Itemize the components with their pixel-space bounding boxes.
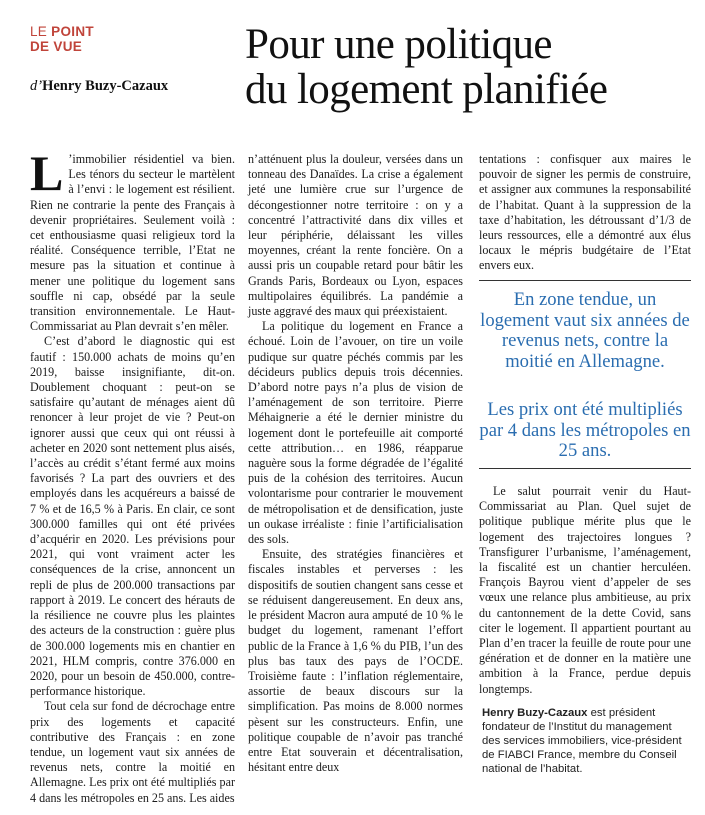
- kicker-point: POINT: [51, 24, 94, 39]
- author-name: Henry Buzy-Cazaux: [42, 78, 169, 94]
- pullquote-1: En zone tendue, un logement vaut six années de revenus nets, contre la moitié en Allemagne.: [480, 289, 690, 372]
- pullquote-rule-bottom: [479, 468, 691, 469]
- headline-line-1: Pour une politique: [245, 21, 552, 68]
- col3-paragraph-2: Le salut pourrait venir du Haut-Commissariat au Plan. Quel sujet de politique publique mérite plus que le logement des trajectoires longues ? Transfigurer l’urbanisme, l’aménagement, la fiscalité est un chantier herculéen. François Bayrou vient d’appeler de ses vœux une relance plus ambitieuse, au prix du cantonnement de la dette Covid, sans citer le logement. Il appartient pourtant au Plan d’en tracer la feuille de route pour une génération et de donner en la matière une ambition à la France, perdue depuis longtemps.: [479, 484, 691, 696]
- col1-paragraph-3: Tout cela sur fond de décrochage entre prix des logements et capacité contributive des Français : en zone tendue, un logement vaut six années de revenus nets, contre la moitié en Allemagne. Les prix ont été multipliés par 4 dans les métropoles en 25 ans. Les aides: [30, 699, 235, 805]
- col3-paragraph-1: tentations : confisquer aux maires le pouvoir de signer les permis de construire, et assigner aux communes la responsabilité de l’habitat. Quant à la suppression de la taxe d’habitation, les détroussant d’1/3 de leurs ressources, elle a démontré aux élus locaux le mépris budgétaire de l’Etat envers eux.: [479, 152, 691, 273]
- author-byline: [30, 78, 168, 95]
- column-1: [30, 145, 235, 806]
- pullquote-rule-top: [479, 280, 691, 281]
- rubric-kicker: [30, 24, 94, 54]
- col1-paragraph-2: C’est d’abord le diagnostic qui est fautif : 150.000 achats de moins qu’en 2019, baisse insignifiante, dit-on. Doublement choquant : peut-on se satisfaire qu’autant de ménages aient dû renoncer à leur projet de vie ? Peut-on ignorer aussi que ceux qui ont réussi à acheter en 2020 sont nettement plus aisés, l’accès au crédit s’étant fermé aux moins favorisés ? La part des ouvriers et des employés dans les acquéreurs a baissé de 7 % et de 16,5 % à Paris. En clair, ce sont 300.000 familles qui ont été privées d’acquérir en 2020. Les prévisions pour 2021, qui vont vraiment acter les conséquences de la crise, annoncent un repli de plus de 200.000 transactions par rapport à 2019. Le concert des hérauts de la résilience ne couvre plus les plaintes des acteurs de la construction : guère plus de 300.000 logements mis en chantier en 2021, HLM compris, contre 376.000 en 2020, pour un besoin de 450.000, contre-performance historique.: [30, 334, 235, 699]
- column-3-lower: [479, 484, 691, 697]
- headline-line-2: du logement planifiée: [245, 66, 608, 113]
- col2-paragraph-2: La politique du logement en France a échoué. Loin de l’avouer, on tire un voile pudique sur quatre péchés commis par les décideurs publics depuis trois décennies. D’abord notre pays n’a plus de vision de l’aménagement de son territoire. Pierre Méhaignerie a été le dernier ministre du logement dont le portefeuille ait comporté cette attribution… en 1986, réapparue naguère sous la forme dégradée de l’égalité puis de la cohésion des territoires. Aucun volontarisme pour contrarier le mouvement de métropolisation et de densification, juste un oukase irréaliste : finie l’artificialisation des sols.: [248, 319, 463, 547]
- column-3: [479, 152, 691, 274]
- bio-text: est président fondateur de l’Institut du management des services immobiliers, vice-président de FIABCI France, membre du Conseil national de l’habitat.: [482, 707, 682, 775]
- kicker-le: LE: [30, 24, 52, 39]
- page-title: [245, 22, 695, 112]
- col2-paragraph-3: Ensuite, des stratégies financières et fiscales instables et perverses : les dispositifs de soutien changent sans cesse et se réduisent dangereusement. En deux ans, le président Macron aura amputé de 10 % le budget du logement, ramenant l’effort public de la France à 1,6 % du PIB, l’un des plus bas taux des pays de l’OCDE. Troisième faute : l’inflation réglementaire, assortie de beaux discours sur la simplification. Pas moins de 8.000 normes pèsent sur les constructeurs. Enfin, une politique coupable de n’avoir pas tranché entre Etat souverain et décentralisation, hésitant entre deux: [248, 547, 463, 775]
- column-2: [248, 152, 463, 775]
- author-prefix: d’: [30, 78, 43, 94]
- col2-paragraph-1: n’atténuent plus la douleur, versées dans un tonneau des Danaïdes. La crise a également jeté une lumière crue sur l’urgence de décongestionner notre territoire : on y a concentré l’attractivité dans dix villes et leur périphérie, délaissant les villes moyennes, créant la rente foncière. On a aussi pris un coupable retard pour bâtir les Grands Paris, Bordeaux ou Lyon, espaces multipolaires équilibrés. La pandémie a juste aggravé des maux qui préexistaient.: [248, 152, 463, 319]
- col1-p1-text: ’immobilier résidentiel va bien. Les ténors du secteur le martèlent à l’envi : le logement est résilient. Rien ne contrarie la pente des Français à devenir propriétaires. Seulement voilà : cet enthousiasme quasi religieux tord la réalité. Conséquence terrible, l’Etat ne mesure pas la situation et continue à mener une politique du logement sans souffle ni cap, obsédé par la seule transition environnementale. Le Haut-Commissariat au Plan devrait s’en mêler.: [30, 152, 235, 334]
- pullquote-2: Les prix ont été multipliés par 4 dans les métropoles en 25 ans.: [479, 399, 691, 461]
- bio-name: Henry Buzy-Cazaux: [482, 707, 588, 719]
- col1-paragraph-1: [30, 145, 235, 334]
- kicker-de-vue: DE VUE: [30, 39, 83, 54]
- author-bio: [482, 706, 690, 776]
- drop-cap: L: [30, 145, 64, 201]
